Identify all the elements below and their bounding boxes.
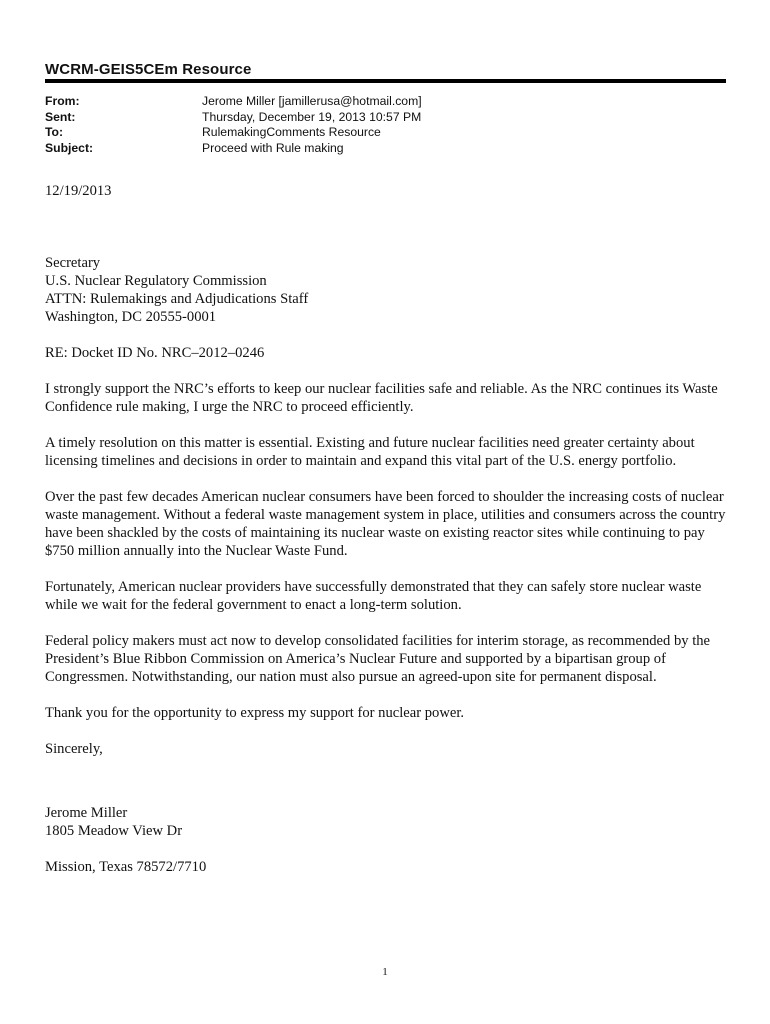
from-label: From:	[45, 94, 80, 108]
to-value: RulemakingComments Resource	[202, 125, 381, 139]
body-paragraph: Over the past few decades American nuclear consumers have been forced to shoulder the increasing costs of nuclear waste management. Without a federal waste management system in place, utilities and consumers across the country have been shackled by the costs of maintaining its nuclear waste on existing reactor sites while continuing to pay $750 million annually into the Nuclear Waste Fund.	[45, 489, 726, 559]
email-metadata	[45, 94, 422, 156]
subject-row	[45, 141, 422, 157]
docket-reference: RE: Docket ID No. NRC–2012–0246	[45, 345, 265, 361]
closing: Sincerely,	[45, 741, 103, 757]
to-label: To:	[45, 125, 64, 139]
page-number: 1	[382, 966, 388, 978]
signature-city: Mission, Texas 78572/7710	[45, 859, 207, 875]
body-paragraph: A timely resolution on this matter is essential. Existing and future nuclear facilities need greater certainty about licensing timelines and decisions in order to maintain and expand this vital part of the U.S. energy portfolio.	[45, 435, 695, 469]
address-line: Washington, DC 20555-0001	[45, 309, 217, 325]
body-paragraph: Fortunately, American nuclear providers have successfully demonstrated that they can safely store nuclear waste while we wait for the federal government to enact a long-term solution.	[45, 579, 702, 613]
document-title: WCRM-GEIS5CEm Resource	[45, 61, 252, 78]
address-line: Secretary	[45, 255, 101, 271]
sent-value: Thursday, December 19, 2013 10:57 PM	[202, 109, 422, 124]
letter-body	[45, 182, 735, 876]
address-line: U.S. Nuclear Regulatory Commission	[45, 273, 267, 289]
body-paragraph: Thank you for the opportunity to express my support for nuclear power.	[45, 705, 465, 721]
body-paragraph: I strongly support the NRC’s efforts to keep our nuclear facilities safe and reliable. As the NRC continues its Waste Confidence rule making, I urge the NRC to proceed efficiently.	[45, 381, 718, 415]
recipient-address	[45, 254, 735, 326]
signature-street: 1805 Meadow View Dr	[45, 823, 183, 839]
header-divider	[45, 79, 726, 83]
sent-label: Sent:	[45, 109, 76, 124]
from-row	[45, 94, 422, 110]
body-paragraph: Federal policy makers must act now to develop consolidated facilities for interim storage, as recommended by the President’s Blue Ribbon Commission on America’s Nuclear Future and supported by a bipartisan group of Congressmen. Notwithstanding, our nation must also pursue an agreed-upon site for permanent disposal.	[45, 633, 711, 685]
to-row	[45, 125, 422, 141]
sent-row	[45, 110, 422, 126]
letter-date: 12/19/2013	[45, 183, 112, 199]
from-value: Jerome Miller [jamillerusa@hotmail.com]	[202, 94, 422, 108]
subject-label: Subject:	[45, 140, 94, 155]
subject-value: Proceed with Rule making	[202, 140, 344, 155]
address-line: ATTN: Rulemakings and Adjudications Staff	[45, 291, 309, 307]
signature-name: Jerome Miller	[45, 805, 128, 821]
